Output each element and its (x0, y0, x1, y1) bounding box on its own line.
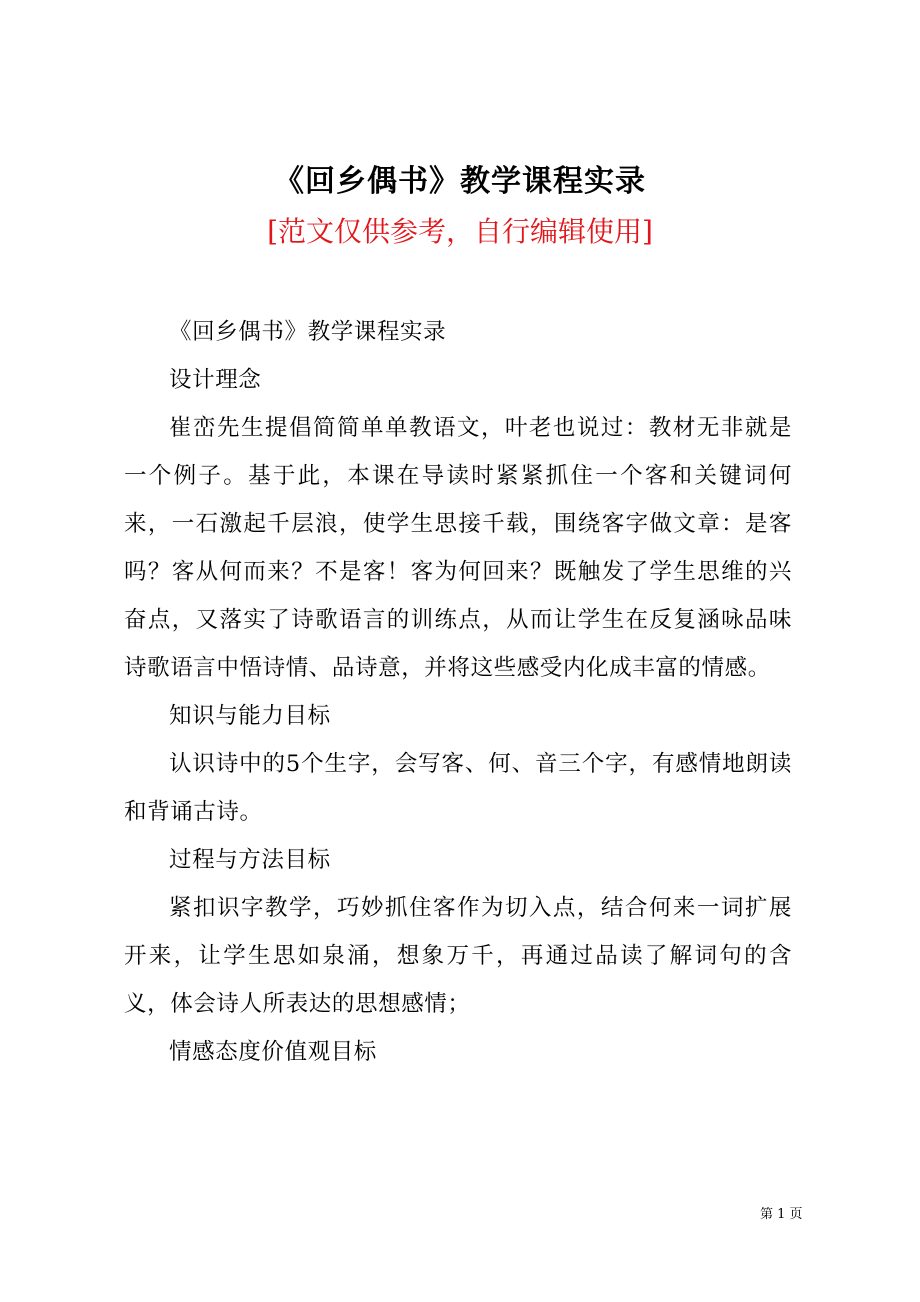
document-body (124, 308, 792, 1076)
paragraph-process-goals: 紧扣识字教学，巧妙抓住客作为切入点，结合何来一词扩展开来，让学生思如泉涌，想象万千，再通过品读了解词句的含义，体会诗人所表达的思想感情； (124, 895, 792, 1017)
section-heading-process-goals: 过程与方法目标 (169, 847, 331, 873)
body-title-line: 《回乡偶书》教学课程实录 (169, 319, 447, 345)
document-title: 《回乡偶书》教学课程实录 (274, 164, 646, 199)
section-heading-emotion-goals: 情感态度价值观目标 (169, 1039, 377, 1065)
paragraph-design-concept: 崔峦先生提倡简简单单教语文，叶老也说过：教材无非就是一个例子。基于此，本课在导读时紧紧抓住一个客和关键词何来，一石激起千层浪，使学生思接千载，围绕客字做文章：是客吗？客从何而来？不是客！客为何回来？既触发了学生思维的兴奋点，又落实了诗歌语言的训练点，从而让学生在反复涵咏品味诗歌语言中悟诗情、品诗意，并将这些感受内化成丰富的情感。 (124, 415, 792, 681)
document-subtitle: [范文仅供参考，自行编辑使用] (267, 215, 653, 248)
section-heading-design-concept: 设计理念 (169, 367, 262, 393)
page-number: 第 1 页 (760, 1207, 803, 1222)
paragraph-knowledge-goals: 认识诗中的5个生字，会写客、何、音三个字，有感情地朗读和背诵古诗。 (124, 751, 792, 825)
section-heading-knowledge-goals: 知识与能力目标 (169, 703, 331, 729)
